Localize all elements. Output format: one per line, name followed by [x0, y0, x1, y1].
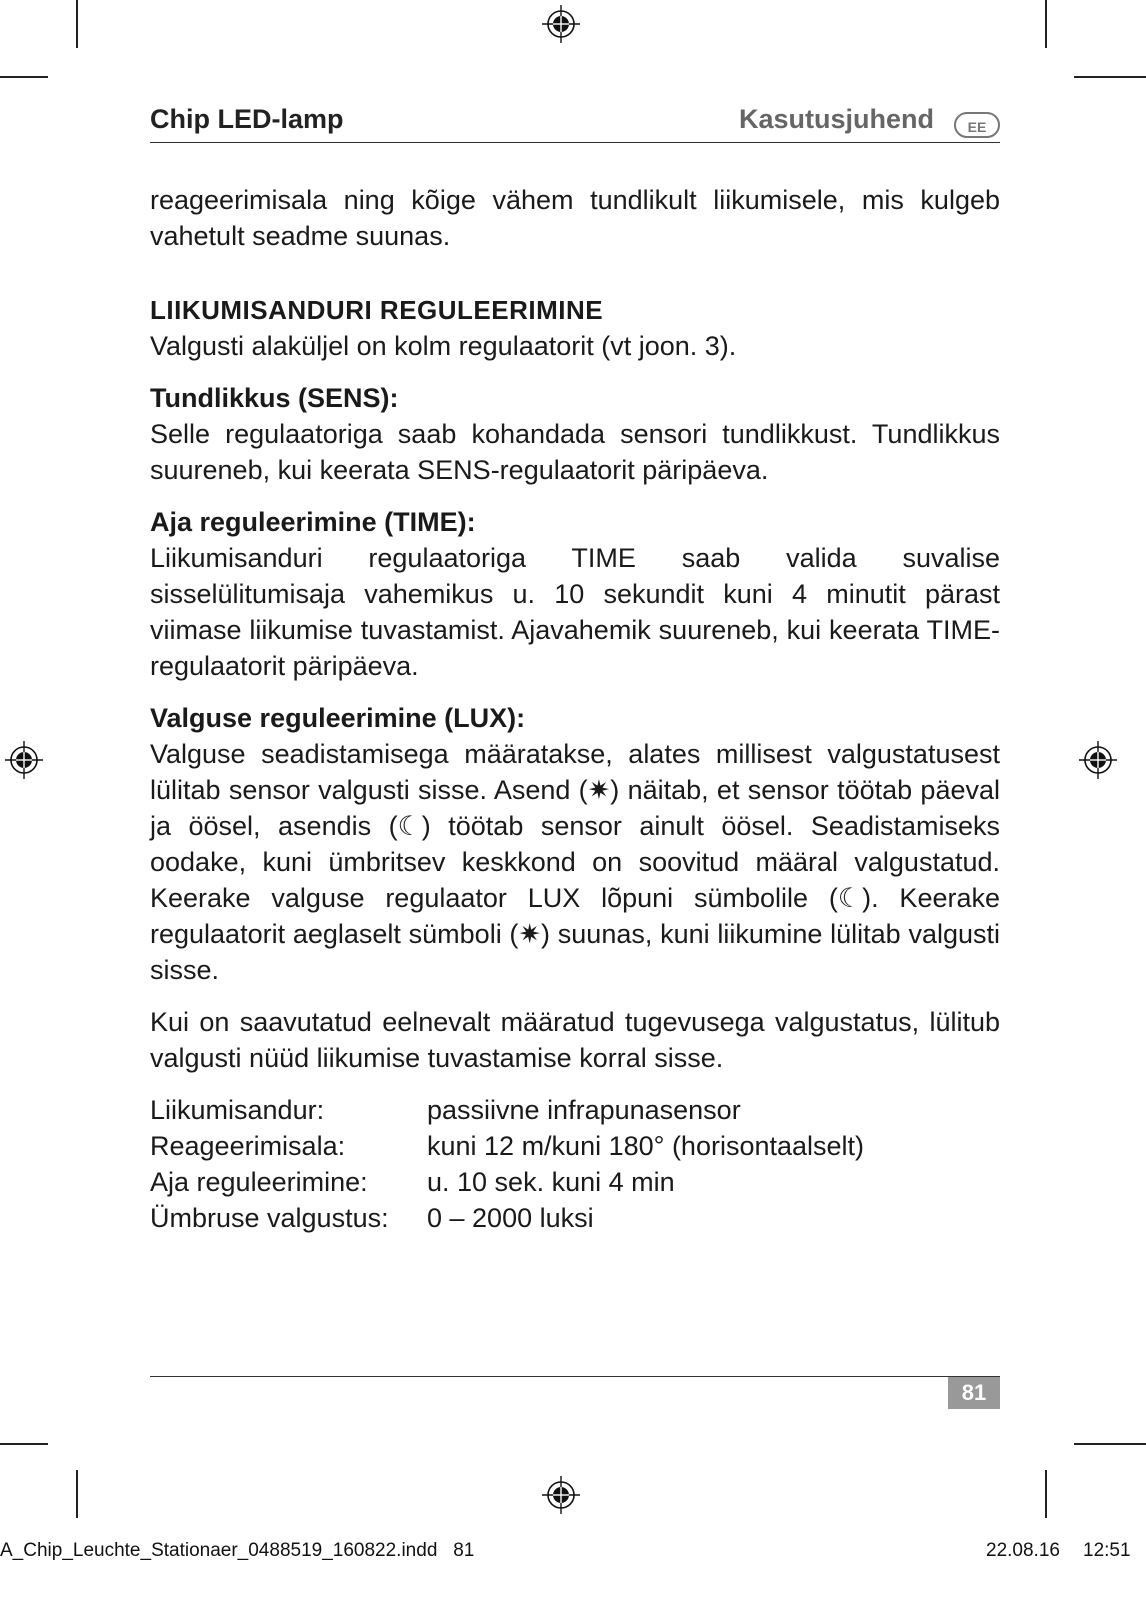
registration-mark-icon — [542, 5, 580, 43]
registration-mark-icon — [5, 741, 43, 779]
spec-label: Liikumisandur: — [150, 1095, 325, 1125]
spec-row — [150, 1128, 1000, 1164]
language-badge: EE — [954, 112, 1000, 138]
crop-mark — [76, 1470, 78, 1518]
spec-row — [150, 1092, 1000, 1128]
page-body — [150, 182, 1000, 1236]
print-slug-time: 12:51 — [1083, 1540, 1131, 1561]
header-section — [739, 104, 1000, 138]
section-title: Kasutusjuhend — [738, 104, 934, 134]
registration-mark-icon — [1079, 741, 1117, 779]
time-heading: Aja reguleerimine (TIME): — [150, 507, 476, 537]
crop-mark — [0, 76, 48, 78]
sens-paragraph: Selle regulaatoriga saab kohandada sensori tundlikkust. Tundlikkus suureneb, kui keerata SENS-regulaatorit päripäeva. — [150, 419, 1000, 485]
spec-label: Ümbruse valgustus: — [150, 1203, 389, 1233]
spec-value: u. 10 sek. kuni 4 min — [427, 1167, 675, 1197]
spec-row — [150, 1164, 1000, 1200]
sens-heading: Tundlikkus (SENS): — [150, 383, 399, 413]
crop-mark — [0, 1443, 48, 1445]
crop-mark — [1045, 1470, 1047, 1518]
page-number: 81 — [948, 1377, 1000, 1409]
section-heading: LIIKUMISANDURI REGULEERIMINE — [150, 295, 604, 325]
lux-paragraph: Valguse seadistamisega määratakse, alates millisest valgustatusest lülitab sensor valgusti sisse. Asend (✷) näitab, et sensor töötab päeval ja öösel, asendis (☾) töötab sensor ainult öösel. Seadistamiseks oodake, kuni ümbritsev keskkond on soovitud määral valgustatud. Keerake valguse regulaator LUX lõpuni sümbolile (☾). Keerake regulaatorit aeglaselt sümboli (✷) suunas, kuni liikumine lülitab valgusti sisse. — [150, 739, 1000, 985]
document-title: Chip LED-lamp — [150, 104, 344, 134]
closing-paragraph: Kui on saavutatud eelnevalt määratud tugevusega valgustatus, lülitub valgusti nüüd liikumise tuvastamise korral sisse. — [150, 1007, 1000, 1073]
print-slug-date: 22.08.16 — [986, 1540, 1060, 1561]
spec-label: Reageerimisala: — [150, 1131, 346, 1161]
crop-mark — [1045, 0, 1047, 48]
time-paragraph: Liikumisanduri regulaatoriga TIME saab valida suvalise sisselülitumisaja vahemikus u. 10 sekundit kuni 4 minutit pärast viimase liikumise tuvastamist. Ajavahemik suureneb, kui keerata TIME-regulaatorit päripäeva. — [150, 543, 1000, 681]
crop-mark — [76, 0, 78, 48]
spec-label: Aja reguleerimine: — [150, 1167, 368, 1197]
crop-mark — [1074, 1443, 1146, 1445]
registration-mark-icon — [542, 1476, 580, 1514]
footer-rule — [150, 1376, 1000, 1377]
spec-row — [150, 1200, 1000, 1236]
running-header — [150, 104, 1000, 143]
spec-value: kuni 12 m/kuni 180° (horisontaalselt) — [427, 1131, 865, 1161]
print-slug-file: A_Chip_Leuchte_Stationaer_0488519_160822.indd 81 — [0, 1540, 475, 1561]
spec-value: passiivne infrapunasensor — [427, 1095, 741, 1125]
lux-heading: Valguse reguleerimine (LUX): — [150, 703, 526, 733]
crop-mark — [1074, 76, 1146, 78]
specifications-list — [150, 1092, 1000, 1236]
intro-paragraph: reageerimisala ning kõige vähem tundlikult liikumisele, mis kulgeb vahetult seadme suunas. — [150, 185, 1000, 251]
section-intro: Valgusti alaküljel on kolm regulaatorit (vt joon. 3). — [150, 331, 737, 361]
spec-value: 0 – 2000 luksi — [427, 1203, 594, 1233]
